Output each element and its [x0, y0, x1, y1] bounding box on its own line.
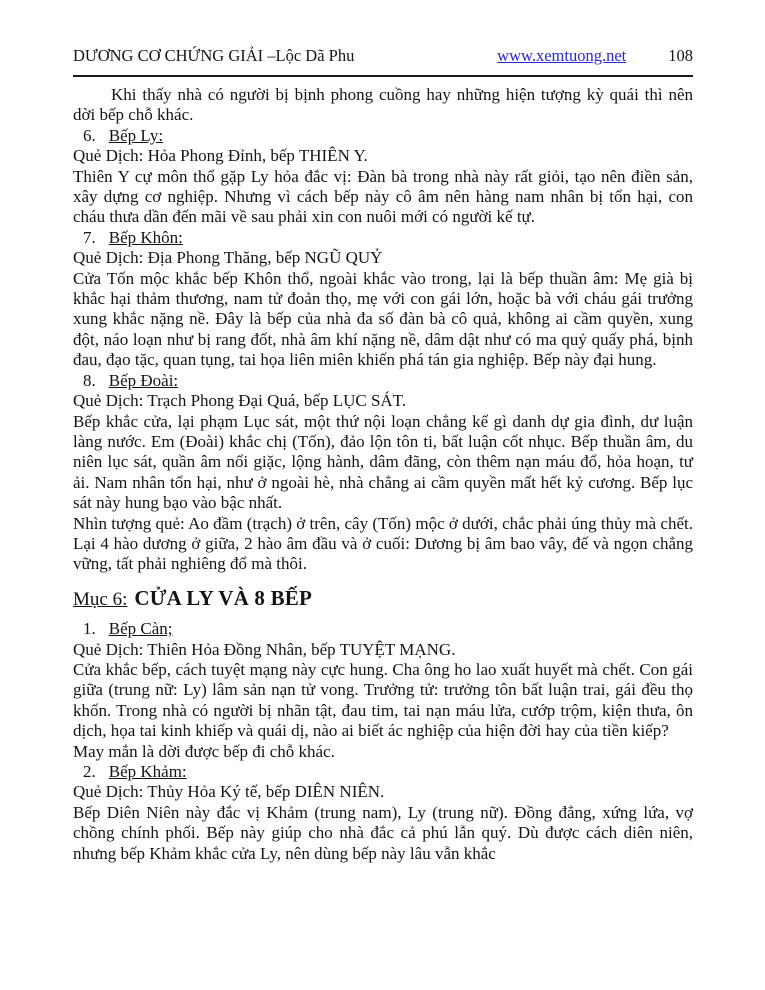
chapter-title: CỬA LY VÀ 8 BẾP [134, 585, 313, 610]
que-dich-line: Quẻ Dịch: Hỏa Phong Đỉnh, bếp THIÊN Y. [73, 146, 368, 166]
paragraph: Khi thấy nhà có người bị bịnh phong cuồng hay những hiện tượng kỳ quái thì nên dời bếp chỗ khác. [73, 85, 693, 125]
chapter-label: Mục 6: [73, 588, 128, 610]
que-dich-line: Quẻ Dịch: Thiên Hỏa Đồng Nhân, bếp TUYỆT MẠNG. [73, 639, 456, 659]
item-title: Bếp Khôn: [108, 227, 183, 247]
paragraph: Bếp khắc cửa, lại phạm Lục sát, một thứ nội loạn chẳng kể gì danh dự gia đình, dư luận làng nước. Em (Đoài) khắc chị (Tốn), đảo lộn tôn ti, bất luận cốt nhục. Bếp thuần âm, du niên lục sát, quần âm nổi giặc, lộng hành, dâm đãng, còn thêm nạn máu đổ, hỏa hoạn, tư ải. Nam nhân tổn hại, như ở ngoài hè, nhà chẳng ai cầm quyền mất hết kỷ cương. Bếp lục sát này hung bạo vào bậc nhất. [73, 411, 693, 513]
item-number: 6. [83, 125, 96, 145]
paragraph: Cửa khắc bếp, cách tuyệt mạng này cực hung. Cha ông ho lao xuất huyết mà chết. Con gái giữa (trung nữ: Ly) lâm sản nạn tử vong. Trưởng tử: trưởng tôn bất luận trai, gái đều thọ khốn. Trong nhà có người bị nhãn tật, đau tim, tai nạn máu lửa, cướp trộm, kiện thưa, ôn dịch, họa tai kinh khiếp và quái dị, nào ai biết ác nghiệp của hiện đời hay của tiền kiếp? [73, 659, 693, 741]
document-body [73, 85, 693, 864]
item-heading-bep-khon [73, 228, 693, 248]
paragraph: Bếp Diên Niên này đắc vị Khảm (trung nam), Ly (trung nữ). Đồng đẳng, xứng lứa, vợ chồng chính phối. Bếp này giúp cho nhà đắc cả phú lẫn quý. Dù được cách diên niên, nhưng bếp Khảm khắc cửa Ly, nên dùng bếp này lâu vẫn khắc [73, 802, 693, 863]
item-number: 8. [83, 370, 96, 390]
paragraph: Cửa Tốn mộc khắc bếp Khôn thổ, ngoài khắc vào trong, lại là bếp thuần âm: Mẹ già bị khắc hại thảm thương, nam tử đoản thọ, mẹ với con gái lớn, hoặc bà với cháu gái trưởng xung khắc nặng nề. Đây là bếp của nhà đa số đàn bà cô quả, không ai cầm quyền, xung đột, náo loạn như bị rang đốt, nhà âm khí nặng nề, dâm dật như có ma quỷ quấy phá, bịnh đau, đạo tặc, quan tụng, tai họa liên miên khiến phá tán gia nghiệp. Bếp này đại hung. [73, 268, 693, 370]
que-dich-line: Quẻ Dịch: Thủy Hỏa Ký tế, bếp DIÊN NIÊN. [73, 782, 385, 802]
item-title: Bếp Khảm: [108, 762, 187, 781]
document-title: DƯƠNG CƠ CHỨNG GIẢI –Lộc Dã Phu [73, 46, 355, 65]
item-number: 1. [83, 619, 96, 639]
item-heading-bep-ly [73, 126, 693, 146]
website-link[interactable]: www.xemtuong.net [497, 46, 627, 65]
item-title: Bếp Càn; [108, 619, 173, 639]
que-dich-line: Quẻ Dịch: Địa Phong Thăng, bếp NGŨ QUỶ [73, 248, 383, 268]
item-title: Bếp Ly: [108, 125, 164, 145]
page-number: 108 [668, 46, 693, 65]
paragraph: May mắn là dời được bếp đi chỗ khác. [73, 741, 335, 761]
header-right [497, 46, 693, 66]
item-number: 2. [83, 762, 96, 781]
header-rule [73, 75, 693, 77]
chapter-heading [73, 585, 693, 610]
item-title: Bếp Đoài: [108, 370, 179, 390]
item-number: 7. [83, 227, 96, 247]
item-heading-bep-doai [73, 371, 693, 391]
paragraph: Nhìn tượng quẻ: Ao đầm (trạch) ở trên, cây (Tốn) mộc ở dưới, chắc phải úng thủy mà chết. Lại 4 hào dương ở giữa, 2 hào âm đầu và ở cuối: Dương bị âm bao vây, đế và ngọn chẳng vững, tất phải nghiêng đổ mà thôi. [73, 513, 693, 574]
page-header [73, 46, 693, 66]
paragraph: Thiên Y cự môn thổ gặp Ly hỏa đắc vị: Đàn bà trong nhà này rất giỏi, tạo nên điền sản, xây dựng cơ nghiệp. Nhưng vì cách bếp này cô âm nên hàng nam nhân bị tổn hại, con cháu thưa dần đến mãi về sau phải xin con nuôi mới có người kế tự. [73, 166, 693, 227]
item-heading-bep-can [73, 619, 693, 639]
item-heading-bep-kham [73, 762, 693, 782]
que-dich-line: Quẻ Dịch: Trạch Phong Đại Quá, bếp LỤC SÁT. [73, 391, 407, 411]
